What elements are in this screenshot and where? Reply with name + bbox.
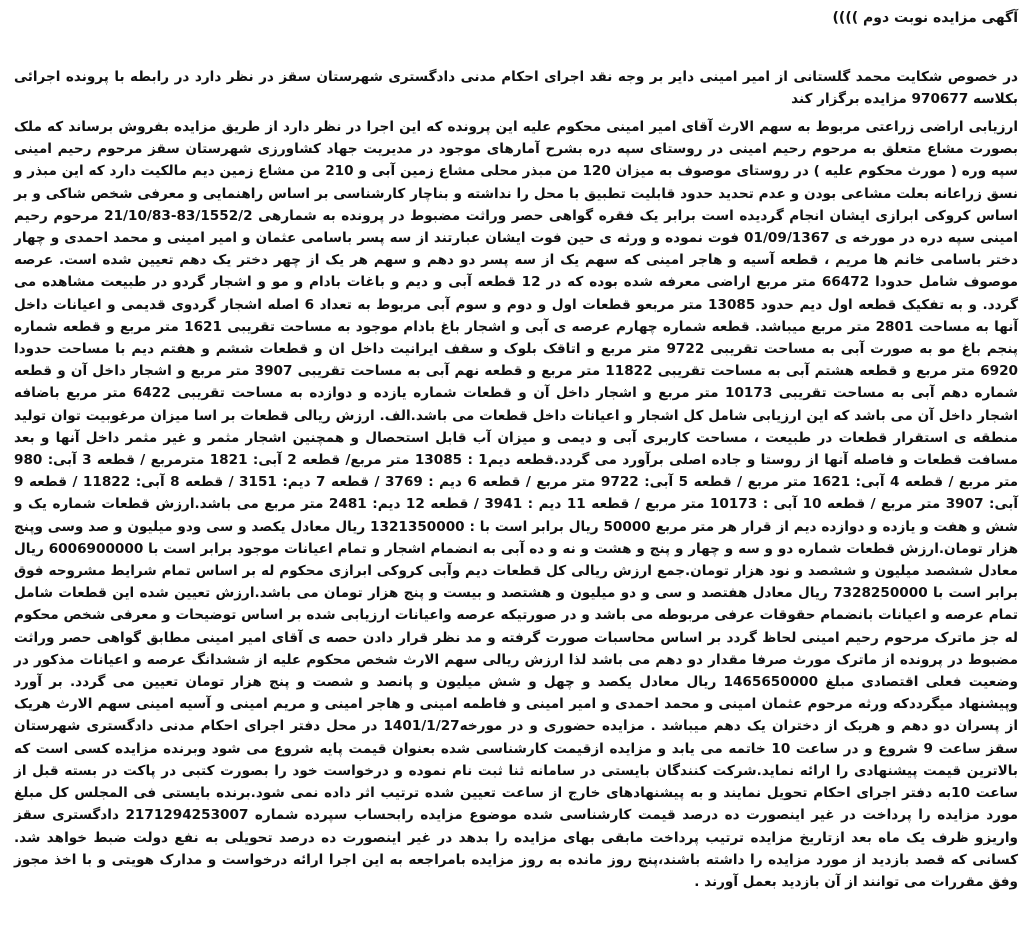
notice-body-paragraph: ارزیابی اراضی زراعتی مربوط به سهم الارث آقای امیر امینی محکوم علیه این پرونده که این اجرا در نظر دارد از طریق مزایده بفروش برساند که ملک بصورت مشاع متعلق به مرحوم رحیم امینی در روستای سپه دره بشرح آمارهای موجود در مدیریت جهاد کشاورزی شهرستان سقز مرحوم رحیم امینی سپه وره ( مورث محکوم علیه ) در روستای موصوف به میزان 120 من مبذر محلی مشاع زمین آبی و 210 من مشاع زمین دیم مالکیت دارد که این مبذر و نسق زراعانه بعلت مشاعی بودن و عدم تحدید حدود قابلیت تطبیق با محل را نداشته و بناچار کارشناسی بر اساس راهنمایی و معرفی شخص شاکی و بر اساس کروکی ابرازی ایشان انجام گردیده است برابر یک فقره گواهی حصر وراثت مضبوط در پرونده به شمارهی 83/1552/2-21/10/83 مرحوم رحیم امینی سپه دره در مورخه ی 01/09/1367 فوت نموده و ورثه ی حین فوت ایشان عبارتند از سه پسر باسامی عثمان و امیر امینی و محمد احمدی و چهار دختر باسامی خانم ها مریم ، قطعه آسیه و هاجر امینی که سهم یک از سه پسر دو دهم و سهم هر یک از چهر دختر یک دهم تعیین شده است. عرصه موصوف شامل حدودا 66472 متر مربع اراضی معرفه شده بوده که در 12 قطعه آبی و دیم و باغات بادام و مو و اشجار گردو در طبیعت مشاهده می گردد. و به تفکیک قطعه اول دیم حدود 13085 متر مربعو قطعات اول و دوم و سوم آبی مربوط به تعداد 6 اصله اشجار گردوی قدیمی و اعیانات داخل آنها به مساحت 2801 متر مربع میباشد. قطعه شماره چهارم عرصه ی آبی و اشجار باغ بادام موجود به مساحت تقریبی 1621 متر مربع و قطعه شماره پنجم باغ مو به صورت آبی به مساحت تقریبی 9722 متر مربع و اتاقک بلوک و سقف ایرانیت داخل ان و قطعات ششم و هفتم دیم با مساحت حدودا 6920 متر مربع و قطعه هشتم آبی به مساحت تقریبی 11822 متر مربع و قطعه نهم آبی به مساحت تقریبی 3907 متر مربع و اشجار داخل آن و قطعه شماره دهم آبی به مساحت تقریبی 10173 متر مربع و اشجار داخل آن و قطعات شماره یازده و دوازده به مساحت تقریبی 6422 متر مربع باضافه اشجار داخل آن می باشد که این ارزیابی شامل کل اشجار و اعیانات داخل قطعات می باشد.الف. ارزش ریالی قطعات بر اسا میزان مرغوبیت توان تولید منطقه ی استقرار قطعات در طبیعت ، مساحت کاربری آبی و دیمی و میزان آب قابل استحصال و همچنین اشجار مثمر و غیر مثمر داخل آنها و بعد مسافت قطعات و فاصله آنها از روستا و جاده اصلی برآورد می گردد.قطعه دیم1 : 13085 متر مربع/ قطعه 2 آبی: 1821 مترمربع / قطعه 3 آبی: 980 متر مربع / قطعه 4 آبی: 1621 متر مربع / قطعه 5 آبی: 9722 متر مربع / قطعه 6 دیم : 3769 / قطعه 7 دیم: 3151 / قطعه 8 آبی: 11822 / قطعه 9 آبی: 3907 متر مربع / قطعه 10 آبی : 10173 متر مربع / قطعه 11 دیم : 3941 / قطعه 12 دیم: 2481 متر مربع می باشد.ارزش قطعات شماره یک و شش و هفت و یازده و دوازده دیم از قرار هر متر مربع 50000 ریال برابر است با : 1321350000 ریال معادل یکصد و سی ودو میلیون و صد وسی وپنج هزار تومان.ارزش قطعات شماره دو و سه و چهار و پنج و هشت و نه و ده آبی به انضمام اشجار و تمام اعیانات موجود برابر است با 6006900000 ریال معادل ششصد میلیون و ششصد و نود هزار تومان.جمع ارزش ریالی کل قطعات دیم وآبی کروکی ابرازی محکوم له بر اساس تمام شرایط مشروحه فوق برابر است با 7328250000 ریال معادل هفتصد و سی و دو میلیون و هشتصد و بیست و پنج هزار تومان می باشد.ارزش تعیین شده این قطعات شامل تمام عرصه و اعیانات بانضمام حقوقات عرفی مربوطه می باشد و در صورتیکه عرصه واعیانات ارزیابی شده بر اساس توضیحات و معرفی شخص محکوم له جز ماترک مرحوم رحیم امینی لحاظ گردد بر اساس محاسبات صورت گرفته و مد نظر قرار دادن حصه ی آقای امیر امینی مطابق گواهی حصر وراثت مضبوط در پرونده از ماترک مورث صرفا مقدار دو دهم می باشد لذا ارزش ریالی سهم الارث شخص محکوم علیه از ششدانگ عرصه و اعیانات مذکور در وضعیت فعلی اقتصادی مبلغ 1465650000 ریال معادل یکصد و چهل و شش میلیون و پانصد و شصت و پنج هزار تومان تعیین می گردد. بر آورد وپیشنهاد میگرددکه ورثه مرحوم عثمان امینی و محمد احمدی و امیر امینی و فاطمه امینی و هاجر امینی و مریم امینی و آسیه امینی سهم الارث هریک از پسران دو دهم و هریک از دختران یک دهم میباشد . مزایده حضوری و در مورخه1401/1/27 در محل دفتر اجرای احکام مدنی دادگستری شهرستان سقز ساعت 9 شروع و در ساعت 10 خاتمه می یابد و مزایده ازقیمت کارشناسی شده بعنوان قیمت پایه شروع می شود وبرنده مزایده کسی است که بالاترین قیمت پیشنهادی را ارائه نماید.شرکت کنندگان بایستی در سامانه ثنا ثبت نام نموده و درخواست خود را بصورت کتبی در پاکت در بسته قبل از ساعت 10به دفتر اجرای احکام تحویل نمایند و به پیشنهادهای خارج از ساعت تعیین شده ترتیب اثر داده نمی شود.برنده بایستی فی المجلس کل مبلغ مورد مزایده را پرداخت در غیر اینصورت ده درصد قیمت کارشناسی شده موضوع مزایده رابحساب سپرده شماره 2171294253007 دادگستری سقز واریزو ظرف یک ماه بعد ازتاریخ مزایده ترتیب پرداخت مابقی بهای مزایده را بدهد در غیر اینصورت ده درصد تحویلی به نفع دولت ضبط خواهد شد. کسانی که قصد بازدید از مورد مزایده را داشته باشند،پنج روز مانده به روز مزایده بامراجعه به این اجرا ارائه درخواست و مدارک هویتی و با اخذ مجوز وفق مقررات می توانند از آن بازدید بعمل آورند .	[14, 119, 1019, 890]
notice-intro-paragraph: در خصوص شکایت محمد گلستانی از امیر امینی دایر بر وجه نقد اجرای احکام مدنی دادگستری شهرستان سقز در نظر دارد در رابطه با پرونده اجرائی بکلاسه 970677 مزایده برگزار کند	[14, 69, 1018, 107]
notice-heading: آگهی مزایده نوبت دوم ))))	[832, 10, 1018, 26]
